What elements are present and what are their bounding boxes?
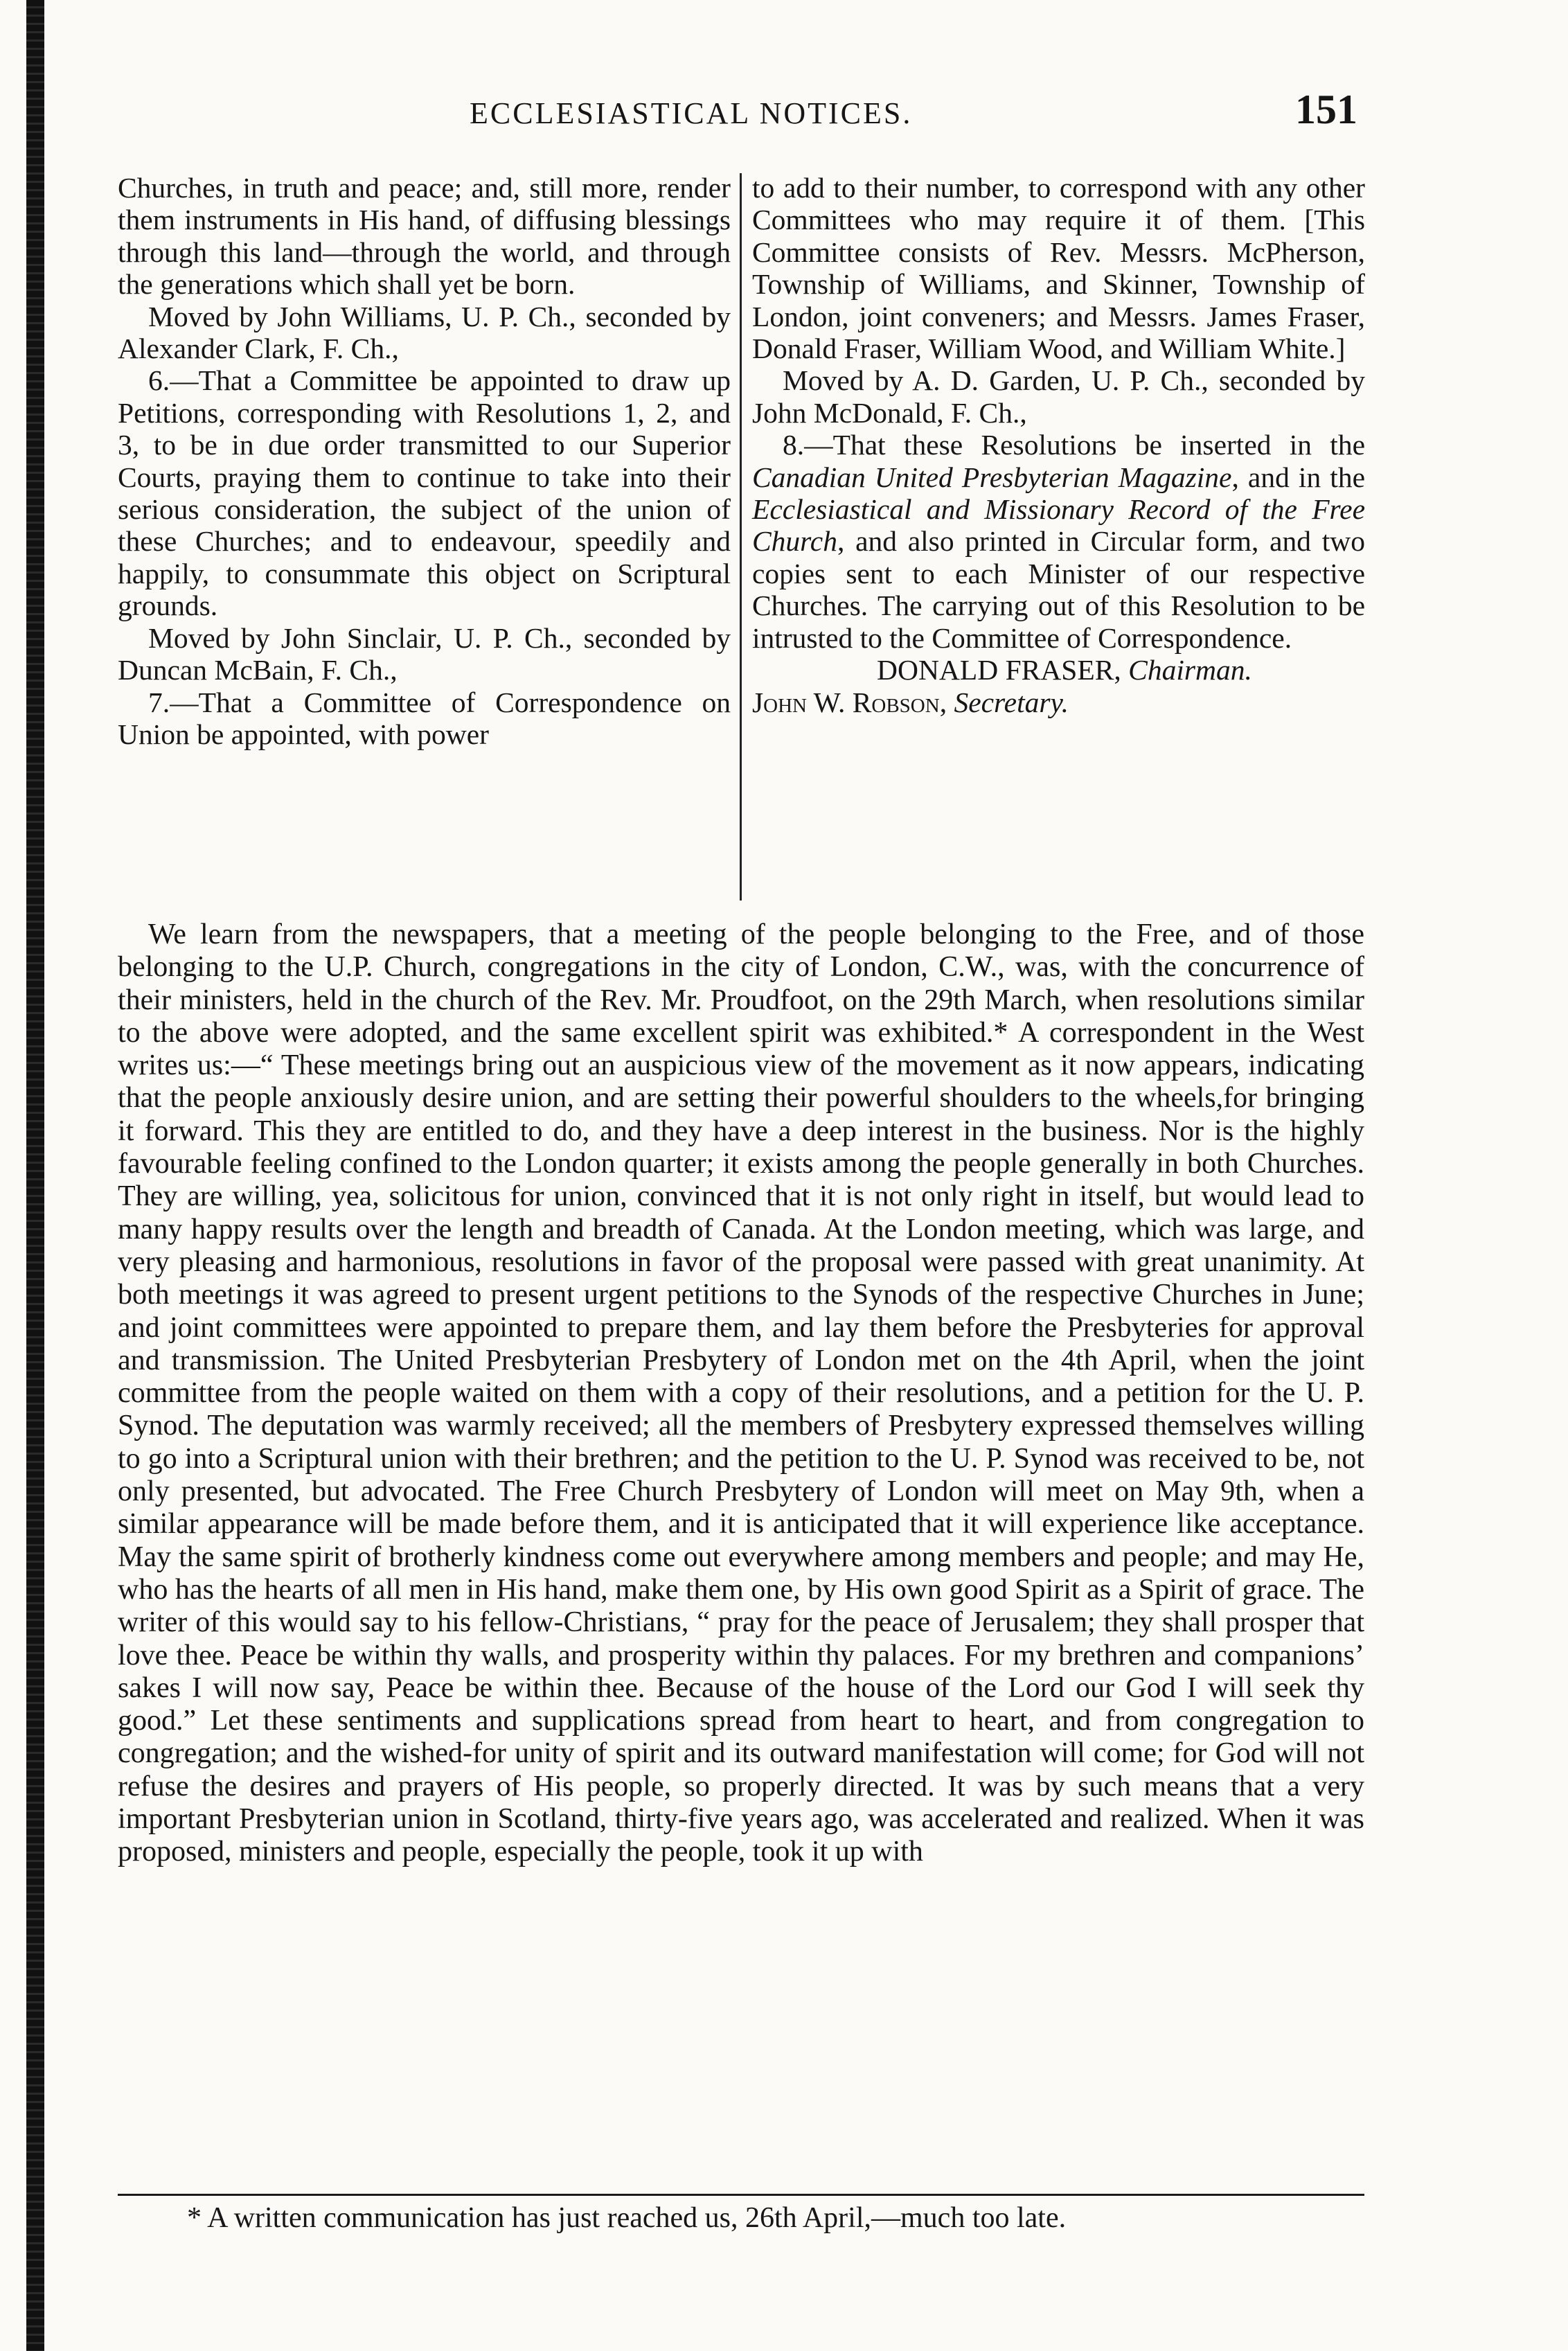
chairman-name: DONALD FRASER, xyxy=(877,654,1121,686)
resolution-8 xyxy=(752,429,1365,654)
right-column-paragraph: to add to their number, to correspond with any other Committees who may require it of them. [This Committee consists of Rev. Messrs. McPherson, Township of Williams, and Skinner, Township of London, joint conveners; and Messrs. James Fraser, Donald Fraser, William Wood, and William White.] xyxy=(752,172,1365,365)
resolution-8-text: 8.—That these Resolutions be inserted in the xyxy=(783,429,1365,461)
left-column xyxy=(118,172,731,750)
resolution-6: 6.—That a Committee be appointed to draw up Petitions, corresponding with Resolutions 1, 2, and 3, to be in due order transmitted to our Superior Courts, praying them to continue to take into their serious consideration, the subject of the union of these Churches; and to endeavour, speedily and happily, to consummate this object on Scriptural grounds. xyxy=(118,364,731,622)
secretary-name: John W. Robson, xyxy=(752,686,947,718)
resolution-8-text: , and also printed in Circular form, and two copies sent to each Minister of our respective Churches. The carrying out of this Resolution to be intrusted to the Committee of Correspondence. xyxy=(752,525,1365,654)
secretary-signature xyxy=(752,686,1365,718)
running-head: ECCLESIASTICAL NOTICES. xyxy=(470,96,913,130)
motion-line: Moved by John Sinclair, U. P. Ch., seconded by Duncan McBain, F. Ch., xyxy=(118,621,731,686)
motion-line: Moved by A. D. Garden, U. P. Ch., seconded by John McDonald, F. Ch., xyxy=(752,364,1365,429)
footnote-rule xyxy=(118,2194,1364,2196)
motion-line: Moved by John Williams, U. P. Ch., seconded by Alexander Clark, F. Ch., xyxy=(118,300,731,365)
footnote: * A written communication has just reached us, 26th April,—much too late. xyxy=(187,2202,1067,2234)
binding-edge xyxy=(26,0,44,2351)
chairman-signature xyxy=(752,654,1365,686)
magazine-title: Canadian United Presbyterian Magazine xyxy=(752,461,1232,493)
resolution-7: 7.—That a Committee of Correspondence on Union be appointed, with power xyxy=(118,686,731,750)
page-header xyxy=(118,87,1364,145)
resolution-8-text: , and in the xyxy=(1231,461,1365,493)
chairman-title: Chairman. xyxy=(1128,654,1252,686)
right-column xyxy=(752,172,1365,718)
left-column-paragraph: Churches, in truth and peace; and, still more, render them instruments in His hand, of diffusing blessings through this land—through the world, and through the generations which shall yet be born. xyxy=(118,172,731,301)
page-number: 151 xyxy=(1295,87,1357,132)
column-divider xyxy=(740,173,742,901)
record-title: Ecclesiastical and Missionary Record of the Free Church xyxy=(752,493,1365,558)
news-paragraph: We learn from the newspapers, that a meeting of the people belonging to the Free, and of those belonging to the U.P. Church, congregations in the city of London, C.W., was, with the concurrence of their ministers, held in the church of the Rev. Mr. Proudfoot, on the 29th March, when resolutions similar to the above were adopted, and the same excellent spirit was exhibited.* A correspondent in the West writes us:—“ These meetings bring out an auspicious view of the movement as it now appears, indicating that the people anxiously desire union, and are setting their powerful shoulders to the wheels,for bringing it forward. This they are entitled to do, and they have a deep interest in the business. Nor is the highly favourable feeling confined to the London quarter; it exists among the people generally in both Churches. They are willing, yea, solicitous for union, convinced that it is not only right in itself, but would lead to many happy results over the length and breadth of Canada. At the London meeting, which was large, and very pleasing and harmonious, resolutions in favor of the proposal were passed with great unanimity. At both meetings it was agreed to present urgent petitions to the Synods of the respective Churches in June; and joint committees were appointed to prepare them, and lay them before the Presbyteries for approval and transmission. The United Presbyterian Presbytery of London met on the 4th April, when the joint committee from the people waited on them with a copy of their resolutions, and a petition for the U. P. Synod. The deputation was warmly received; all the members of Presbytery expressed themselves willing to go into a Scriptural union with their brethren; and the petition to the U. P. Synod was received to be, not only presented, but advocated. The Free Church Presbytery of London will meet on May 9th, when a similar appearance will be made before them, and it is anticipated that it will experience like acceptance. May the same spirit of brotherly kindness come out everywhere among members and people; and may He, who has the hearts of all men in His hand, make them one, by His own good Spirit as a Spirit of grace. The writer of this would say to his fellow-Christians, “ pray for the peace of Jerusalem; they shall prosper that love thee. Peace be within thy walls, and prosperity within thy palaces. For my brethren and companions’ sakes I will now say, Peace be within thee. Because of the house of the Lord our God I will seek thy good.” Let these sentiments and supplications spread from heart to heart, and from congregation to congregation; and the wished-for unity of spirit and its outward manifestation will come; for God will not refuse the desires and prayers of His people, so properly directed. It was by such means that a very important Presbyterian union in Scotland, thirty-five years ago, was accelerated and realized. When it was proposed, ministers and people, especially the people, took it up with xyxy=(118,919,1364,1868)
secretary-title: Secretary. xyxy=(954,686,1069,718)
